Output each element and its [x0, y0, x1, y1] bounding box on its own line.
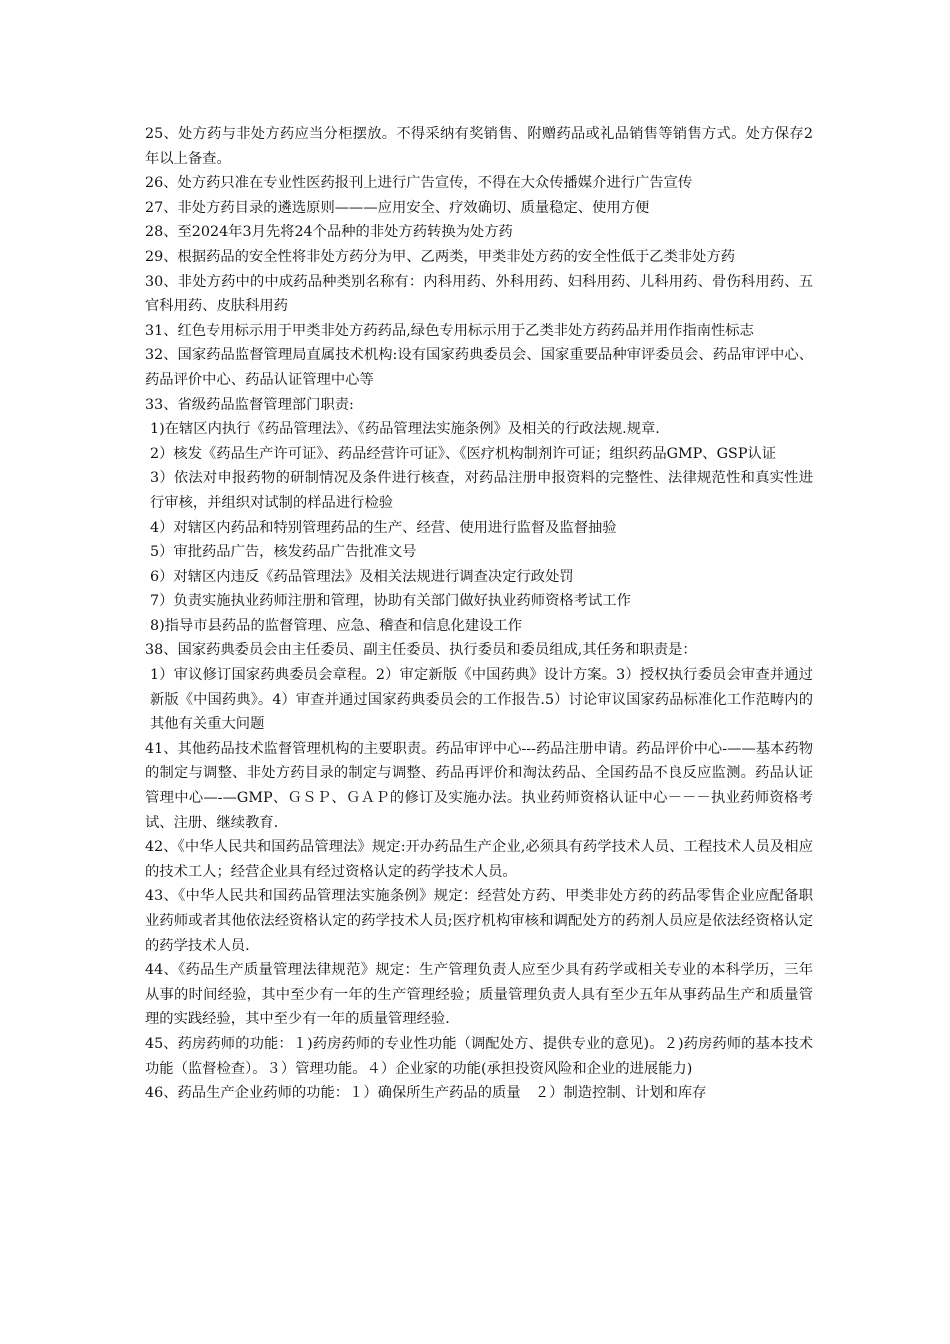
- paragraph-32: 32、国家药品监督管理局直属技术机构:设有国家药典委员会、国家重要品种审评委员会、药品审评中心、药品评价中心、药品认证管理中心等: [145, 347, 813, 388]
- paragraph-26: 26、处方药只准在专业性医药报刊上进行广告宣传，不得在大众传播媒介进行广告宣传: [145, 175, 693, 192]
- paragraph-45: 45、药房药师的功能：１)药房药师的专业性功能（调配处方、提供专业的意见)。２)药房药师的基本技术功能（监督检查）。３）管理功能。４）企业家的功能(承担投资风险和企业的进展能力): [145, 1035, 813, 1077]
- paragraph-29: 29、根据药品的安全性将非处方药分为甲、乙两类，甲类非处方药的安全性低于乙类非处方药: [145, 248, 736, 265]
- list-item: 8)指导市县药品的监督管理、应急、稽查和信息化建设工作: [150, 617, 523, 634]
- list-item: 2）核发《药品生产许可证》、药品经营许可证》、《医疗机构制剂许可证；组织药品GMP、GSP认证: [150, 445, 777, 462]
- paragraph-31: 31、红色专用标示用于甲类非处方药药品,绿色专用标示用于乙类非处方药药品并用作指南性标志: [145, 322, 754, 339]
- paragraph-44: 44、《药品生产质量管理法律规范》规定：生产管理负责人应至少具有药学或相关专业的本科学历，三年从事的时间经验，其中至少有一年的生产管理经验；质量管理负责人具有至少五年从事药品生产和质量管理的实践经验，其中至少有一年的质量管理经验.: [145, 962, 813, 1028]
- paragraph-28: 28、至2024年3月先将24个品种的非处方药转换为处方药: [145, 224, 513, 241]
- paragraph-27: 27、非处方药目录的遴选原则———应用安全、疗效确切、质量稳定、使用方便: [145, 199, 650, 216]
- list-item: 1)在辖区内执行《药品管理法》、《药品管理法实施条例》及相关的行政法规.规章.: [150, 421, 660, 438]
- list-item: 1）审议修订国家药典委员会章程。2）审定新版《中国药典》设计方案。3）授权执行委员会审查并通过新版《中国药典》。4）审查并通过国家药典委员会的工作报告.5）讨论审议国家药品标准化工作范畴内的其他有关重大问题: [150, 667, 813, 733]
- list-item: 6）对辖区内违反《药品管理法》及相关法规进行调查决定行政处罚: [150, 568, 574, 585]
- list-item: 4）对辖区内药品和特别管理药品的生产、经营、使用进行监督及监督抽验: [150, 519, 617, 536]
- paragraph-25: 25、处方药与非处方药应当分柜摆放。不得采纳有奖销售、附赠药品或礼品销售等销售方式。处方保存2年以上备查。: [145, 126, 813, 167]
- paragraph-38: 38、国家药典委员会由主任委员、副主任委员、执行委员和委员组成,其任务和职责是：: [145, 642, 697, 659]
- paragraph-42: 42、《中华人民共和国药品管理法》规定:开办药品生产企业,必须具有药学技术人员、工程技术人员及相应的技术工人；经营企业具有经过资格认定的药学技术人员。: [145, 839, 813, 880]
- list-item: 3）依法对申报药物的研制情况及条件进行核查，对药品注册申报资料的完整性、法律规范性和真实性进行审核，并组织对试制的样品进行检验: [150, 470, 813, 511]
- paragraph-33: 33、省级药品监督管理部门职责:: [145, 396, 354, 413]
- paragraph-41: 41、其他药品技术监督管理机构的主要职责。药品审评中心---药品注册申请。药品评价中心-——基本药物的制定与调整、非处方药目录的制定与调整、药品再评价和淘汰药品、全国药品不良反应监测。药品认证管理中心—-—GMP、ＧＳＰ、ＧＡＰ的修订及实施办法。执业药师资格认证中心－－－执业药师资格考试、注册、继续教育.: [145, 740, 813, 831]
- paragraph-30: 30、非处方药中的中成药品种类别名称有：内科用药、外科用药、妇科用药、儿科用药、骨伤科用药、五官科用药、皮肤科用药: [145, 273, 813, 315]
- document-page: [145, 122, 813, 1106]
- paragraph-43: 43、《中华人民共和国药品管理法实施条例》规定：经营处方药、甲类非处方药的药品零售企业应配备职业药师或者其他依法经资格认定的药学技术人员;医疗机构审核和调配处方的药剂人员应是依法经资格认定的药学技术人员.: [145, 888, 813, 954]
- list-item: 7）负责实施执业药师注册和管理，协助有关部门做好执业药师资格考试工作: [150, 593, 631, 610]
- list-item: 5）审批药品广告，核发药品广告批准文号: [150, 544, 417, 561]
- paragraph-46: 46、药品生产企业药师的功能：１）确保所生产药品的质量 ２）制造控制、计划和库存: [145, 1085, 707, 1102]
